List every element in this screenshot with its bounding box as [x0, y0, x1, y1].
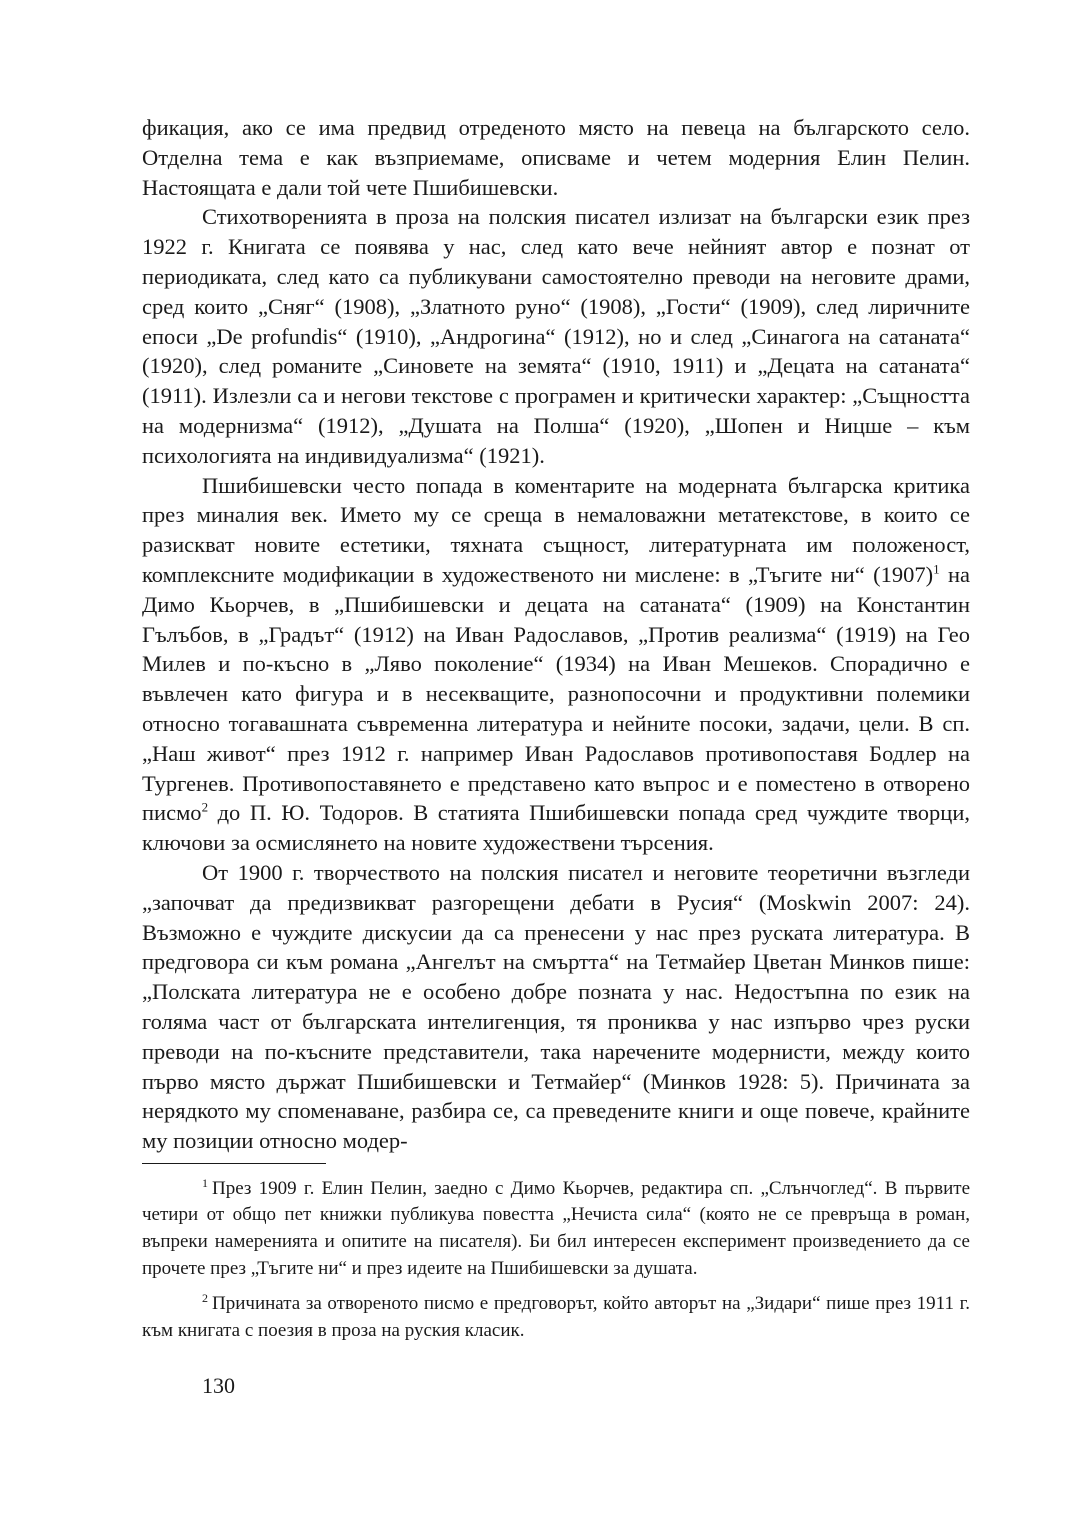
- footnote-1-number: 1: [202, 1175, 208, 1190]
- paragraph-2: Стихотворенията в проза на полския писател излизат на български език през 1922 г. Книгата се появява у нас, след като вече нейният автор е познат от периодиката, след като са публикувани самостоятелно преводи на неговите драми, сред които „Сняг“ (1908), „Златното руно“ (1908), „Гости“ (1909), след лиричните епоси „De profundis“ (1910), „Андрогина“ (1912), но и след „Синагога на сатаната“ (1920), след романите „Синовете на земята“ (1910, 1911) и „Децата на сатаната“ (1911). Излезли са и негови текстове с програмен и критически характер: „Същността на модернизма“ (1912), „Душата на Полша“ (1920), „Шопен и Ницше – към психологията на индивидуализма“ (1921).: [142, 204, 970, 468]
- paragraph-3-part-2: на Димо Кьорчев, в „Пшибишевски и децата на сатаната“ (1909) на Константин Гълъбов, в „Градът“ (1912) на Иван Радославов, „Против реализма“ (1919) на Гео Милев и по-късно в „Ляво поколение“ (1934) на Иван Мешеков. Спорадично е въвлечен като фигура и в несекващите, разнопосочни и продуктивни полемики относно тогавашната съвременна литература и нейните посоки, задачи, цели. В сп. „Наш живот“ през 1912 г. например Иван Радославов противопоставя Бодлер на Тургенев. Противопоставянето е представено като въпрос и е поместено в отворено писмо: [142, 561, 970, 826]
- paragraph-3: [142, 471, 970, 858]
- footnote-divider: [142, 1163, 326, 1164]
- paragraph-3-part-3: до П. Ю. Тодоров. В статията Пшибишевски попада сред чуждите творци, ключови за осмислянето на новите художествени търсения.: [142, 800, 970, 856]
- page-content: [142, 113, 970, 1353]
- footnotes: [142, 1176, 970, 1345]
- page-number: 130: [202, 1373, 235, 1398]
- footnote-1-text: През 1909 г. Елин Пелин, заедно с Димо Кьорчев, редактира сп. „Слънчоглед“. В първите четири от общо пет книжки публикува повестта „Нечиста сила“ (която не се превръща в роман, въпреки намеренията и опитите на писателя). Би бил интересен експеримент произведението да се прочете през „Тъгите ни“ и през идеите на Пшибишевски за душата.: [142, 1177, 970, 1279]
- footnote-ref-2[interactable]: 2: [201, 799, 209, 815]
- footnote-1: [142, 1176, 970, 1282]
- footnote-2-text: Причината за отвореното писмо е предговорът, който авторът на „Зидари“ пише през 1911 г. към книгата с поезия в проза на руския класик.: [142, 1293, 970, 1341]
- footnote-2: [142, 1291, 970, 1344]
- footnote-2-number: 2: [202, 1290, 208, 1305]
- paragraph-3-part-1: Пшибишевски често попада в коментарите на модерната българска критика през миналия век. Името му се среща в немаловажни метатекстове, в които се разискват новите естетики, тяхната същност, литературната им положеност, комплексните модификации в художественото ни мислене: в „Тъгите ни“ (1907): [142, 472, 970, 587]
- paragraph-4: От 1900 г. творчеството на полския писател и неговите теоретични възгледи „започват да предизвикват разгорещени дебати в Русия“ (Moskwin 2007: 24). Възможно е чуждите дискусии да са пренесени у нас през руската литература. В предговора си към романа „Ангелът на смъртта“ на Тетмайер Цветан Минков пише: „Полската литература не е особено добре позната у нас. Недостъпна по език на голяма част от българската интелигенция, тя прониква у нас изпърво чрез руски преводи на по-късните представители, така наречените модернисти, между които първо място държат Пшибишевски и Тетмайер“ (Минков 1928: 5). Причината за нерядкото му споменаване, разбира се, са преведените книги и още повече, крайните му позиции относно модер-: [142, 859, 970, 1154]
- footnote-ref-1[interactable]: 1: [933, 561, 940, 577]
- paragraph-1: фикация, ако се има предвид отреденото място на певеца на българското село. Отделна тема е как възприемаме, описваме и четем модерния Елин Пелин. Настоящата е дали той чете Пшибишевски.: [142, 115, 970, 200]
- body-text: [142, 113, 970, 1156]
